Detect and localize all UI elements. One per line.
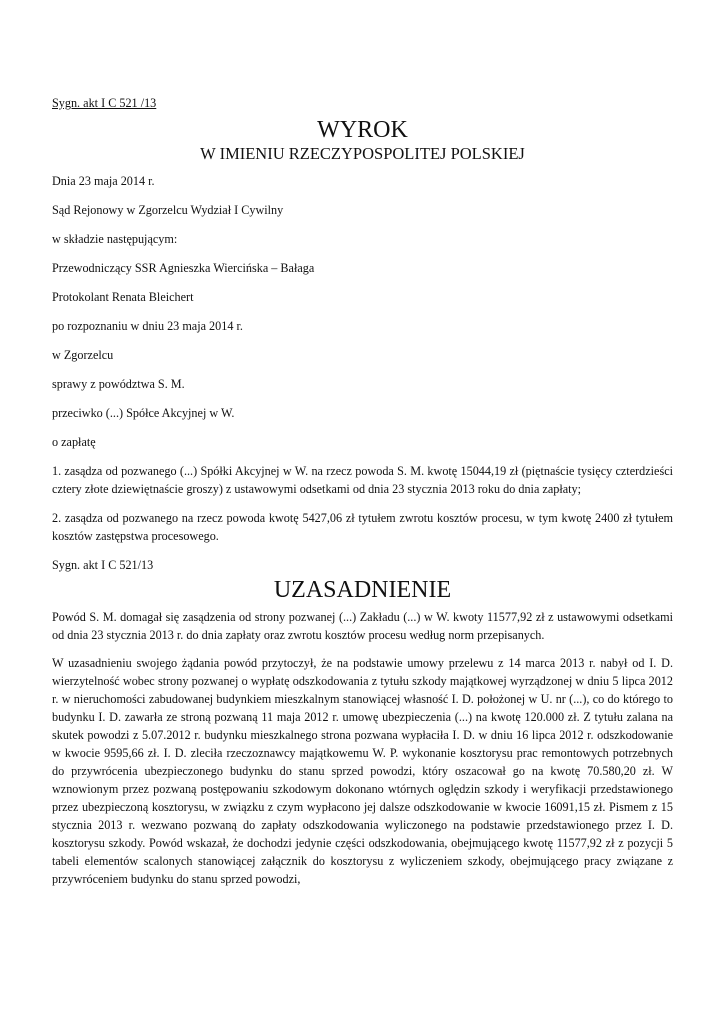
- composition-label: w składzie następującym:: [52, 232, 178, 246]
- presiding-judge: Przewodniczący SSR Agnieszka Wiercińska – Bałaga: [52, 261, 315, 275]
- court-name: Sąd Rejonowy w Zgorzelcu Wydział I Cywilny: [52, 203, 284, 217]
- case-subject: o zapłatę: [52, 435, 96, 449]
- justification-paragraph-1: Powód S. M. domagał się zasądzenia od strony pozwanej (...) Zakładu (...) w W. kwoty 11577,92 zł z ustawowymi odsetkami od dnia 23 stycznia 2013 r. do dnia zapłaty oraz zwrotu kosztów procesu według norm przepisanych.: [52, 610, 673, 642]
- hearing-place: w Zgorzelcu: [52, 348, 114, 362]
- case-signature-bottom: Sygn. akt I C 521/13: [52, 558, 154, 572]
- case-signature-top: Sygn. akt I C 521 /13: [52, 96, 157, 110]
- judgment-subtitle: W IMIENIU RZECZYPOSPOLITEJ POLSKIEJ: [200, 144, 525, 163]
- justification-paragraph-2: W uzasadnieniu swojego żądania powód przytoczył, że na podstawie umowy przelewu z 14 marca 2013 r. nabył od I. D. wierzytelność wobec strony pozwanej o wypłatę odszkodowania z tytułu szkody majątkowej wyrządzonej w dniu 5 lipca 2012 r. w nieruchomości zabudowanej budynkiem mieszkalnym stanowiącej własność I. D. położonej w U. nr (...), co do którego to budynku I. D. zawarła ze stroną pozwaną 11 maja 2012 r. umowę ubezpieczenia (...) na kwotę 120.000 zł. Z tytułu zalana na skutek powodzi z 5.07.2012 r. budynku mieszkalnego strona pozwana wypłaciła I. D. w dniu 16 lipca 2012 r. odszkodowanie w kwocie 9595,66 zł. I. D. zleciła rzeczoznawcy majątkowemu W. P. wykonanie kosztorysu prac remontowych potrzebnych do przywrócenia ubezpieczonego budynku do stanu sprzed powodzi, który oszacował go na kwotę 70.580,20 zł. W wznowionym przez pozwaną postępowaniu szkodowym dokonano wtórnych oględzin szkody i weryfikacji przedstawionego przez ubezpieczoną kosztorysu, w związku z czym wypłacono jej dalsze odszkodowanie w kwocie 16091,15 zł. Pismem z 15 stycznia 2013 r. wezwano pozwaną do zapłaty odszkodowania wyliczonego na podstawie przedstawionego przez I. D. kosztorysu szkody. Powód wskazał, że dochodzi jedynie części odszkodowania, obejmującego kwotę 11577,92 zł z pozycji 5 tabeli elementów scalonych stanowiącej załącznik do kosztorysu z wyliczeniem szkody, obejmującego pracy związane z przywróceniem budynku do stanu sprzed powodzi,: [52, 656, 673, 886]
- justification-title: UZASADNIENIE: [273, 577, 452, 603]
- judgment-date: Dnia 23 maja 2014 r.: [52, 174, 155, 188]
- ruling-point-1: 1. zasądza od pozwanego (...) Spółki Akcyjnej w W. na rzecz powoda S. M. kwotę 15044,19 zł (piętnaście tysięcy czterdzieści cztery złote dziewiętnaście groszy) z ustawowymi odsetkami od dnia 23 stycznia 2013 roku do dnia zapłaty;: [52, 464, 673, 496]
- court-clerk: Protokolant Renata Bleichert: [52, 290, 194, 304]
- plaintiff-line: sprawy z powództwa S. M.: [52, 377, 185, 391]
- defendant-line: przeciwko (...) Spółce Akcyjnej w W.: [52, 406, 235, 420]
- hearing-date: po rozpoznaniu w dniu 23 maja 2014 r.: [52, 319, 243, 333]
- ruling-point-2: 2. zasądza od pozwanego na rzecz powoda kwotę 5427,06 zł tytułem zwrotu kosztów procesu, w tym kwotę 2400 zł tytułem kosztów zastępstwa procesowego.: [52, 511, 673, 543]
- document-page: [52, 94, 673, 898]
- judgment-title: WYROK: [317, 117, 408, 143]
